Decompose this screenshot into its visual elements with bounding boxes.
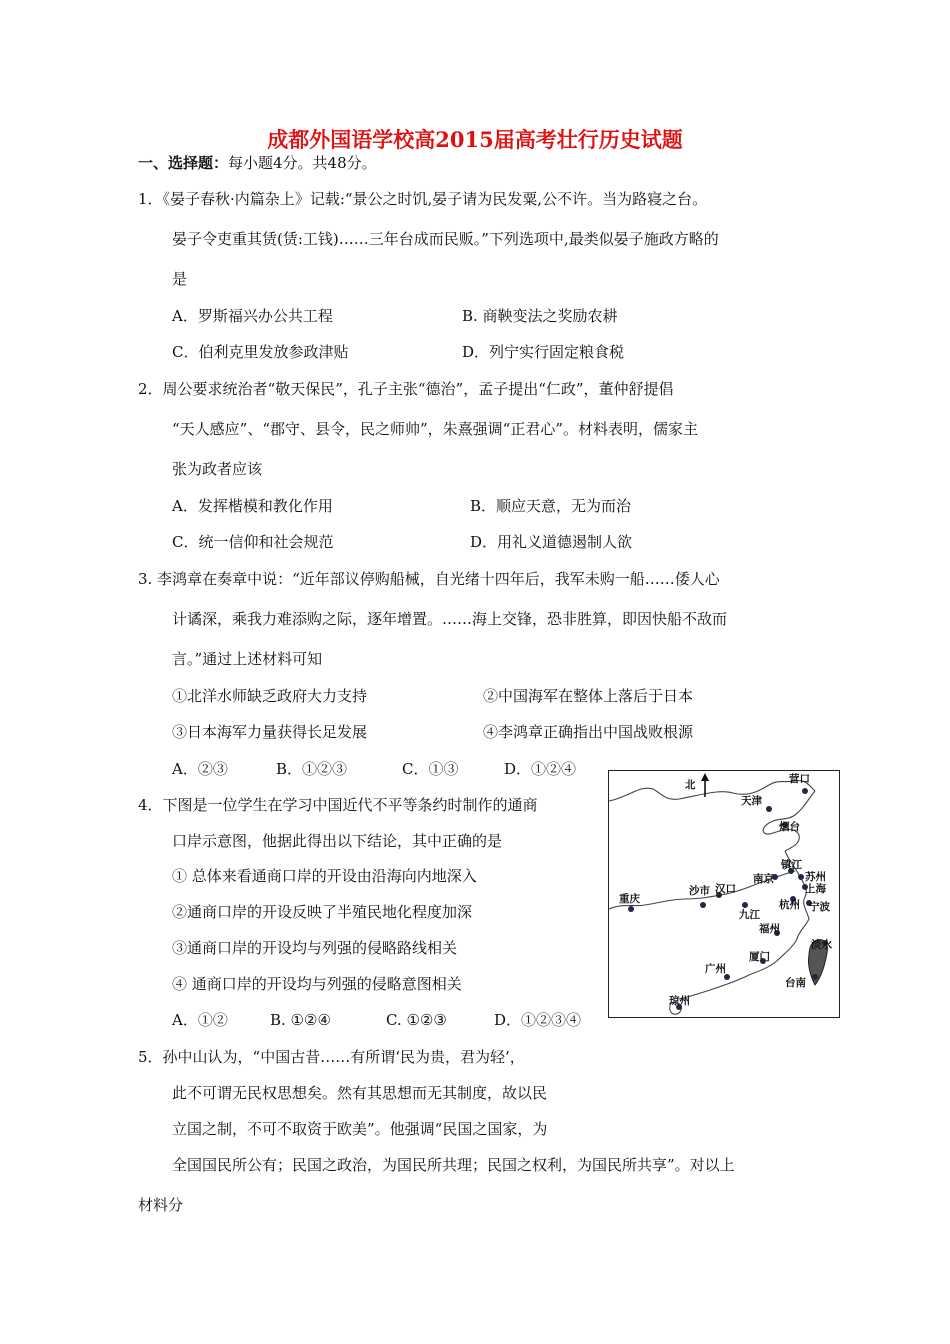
trade-ports-map [608,770,840,1018]
city-label: 镇江 [781,859,802,871]
statement-item: ②通商口岸的开设反映了半殖民地化程度加深 [172,903,473,921]
option-a: A．①② [172,1011,228,1029]
question-text-line: 立国之制，不可不取资于欧美”。他强调“民国之国家，为 [172,1120,548,1138]
city-label: 淡水 [811,939,832,951]
question-text-line: 晏子令吏重其赁(赁:工钱)……三年台成而民贩。”下列选项中,最类似晏子施政方略的 [172,230,719,248]
question-text-line: 此不可谓无民权思想矣。然有其思想而无其制度，故以民 [172,1084,548,1102]
statement-item: ①北洋水师缺乏政府大力支持 [172,687,368,705]
exam-title: 成都外国语学校高2015届高考壮行历史试题 [267,127,683,152]
statement-item: ④ 通商口岸的开设均与列强的侵略意图相关 [172,975,462,993]
question-text-line: 全国国民所公有；民国之政治，为国民所共理；民国之权利，为国民所共享”。对以上 [172,1156,735,1174]
question-text-line: 是 [172,270,188,288]
option-c: C. ①②③ [386,1011,447,1029]
option-b: B. ①②④ [270,1011,331,1029]
city-label: 福州 [759,923,780,935]
option-b: B．①②③ [276,760,348,778]
option-d: D．①②④ [504,760,577,778]
north-label: 北 [685,779,696,791]
question-text-line: 3. 李鸿章在奏章中说：“近年部议停购船械，自光绪十四年后，我军未购一船……倭人心 [138,570,720,588]
city-label: 营口 [789,773,810,785]
question-text-line: 4．下图是一位学生在学习中国近代不平等条约时制作的通商 [138,796,538,814]
question-text-line: “天人感应”、“郡守、县令，民之师帅”，朱熹强调“正君心”。材料表明，儒家主 [172,420,699,438]
question-text-line: 言。”通过上述材料可知 [172,650,323,668]
statement-item: ④李鸿章正确指出中国战败根源 [483,723,694,741]
question-text-line: 材料分 [138,1196,184,1214]
city-label: 烟台 [779,821,800,833]
question-text-line: 2．周公要求统治者“敬天保民”，孔子主张“德治”，孟子提出“仁政”，董仲舒提倡 [138,380,674,398]
city-label: 杭州 [779,899,800,911]
city-label: 沙市 [689,885,710,897]
option-d: D．①②③④ [494,1011,582,1029]
option-d: D．用礼义道德遏制人欲 [470,533,633,551]
option-a: A．发挥楷模和教化作用 [172,497,333,515]
question-text-line: 1．《晏子春秋·内篇杂上》记载:“景公之时饥,晏子请为民发粟,公不许。当为路寝之台。 [138,190,708,208]
question-text-line: 5．孙中山认为，“中国古昔……有所谓‘民为贵，君为轻’， [138,1048,525,1066]
city-label: 台南 [785,977,806,989]
option-c: C．①③ [402,760,459,778]
option-b: B．顺应天意，无为而治 [470,497,632,515]
city-label: 上海 [805,883,826,895]
option-c: C．统一信仰和社会规范 [172,533,334,551]
option-c: C．伯利克里发放参政津贴 [172,343,349,361]
section-header [138,152,377,174]
statement-item: ③日本海军力量获得长足发展 [172,723,368,741]
question-text-line: 张为政者应该 [172,460,263,478]
city-label: 汉口 [715,883,736,895]
option-b: B. 商鞅变法之奖励农耕 [462,307,618,325]
city-label: 重庆 [619,893,640,905]
option-a: A．罗斯福兴办公共工程 [172,307,333,325]
city-label: 九江 [739,909,760,921]
statement-item: ②中国海军在整体上落后于日本 [483,687,694,705]
city-label: 厦门 [749,951,770,963]
city-label: 宁波 [809,901,830,913]
question-text-line: 计谲深，乘我力难添购之际，逐年增置。……海上交锋，恐非胜算，即因快船不敌而 [172,610,728,628]
statement-item: ① 总体来看通商口岸的开设由沿海向内地深入 [172,867,477,885]
section-desc: 每小题4分。共48分。 [228,154,377,172]
city-label: 南京 [753,873,774,885]
option-d: D．列宁实行固定粮食税 [462,343,625,361]
city-label: 琼州 [669,995,690,1007]
city-label: 天津 [741,795,762,807]
statement-item: ③通商口岸的开设均与列强的侵略路线相关 [172,939,458,957]
section-label: 一、选择题： [138,154,229,172]
city-label: 广州 [705,963,726,975]
question-text-line: 口岸示意图，他据此得出以下结论，其中正确的是 [172,832,503,850]
option-a: A．②③ [172,760,228,778]
city-label: 苏州 [805,871,826,883]
